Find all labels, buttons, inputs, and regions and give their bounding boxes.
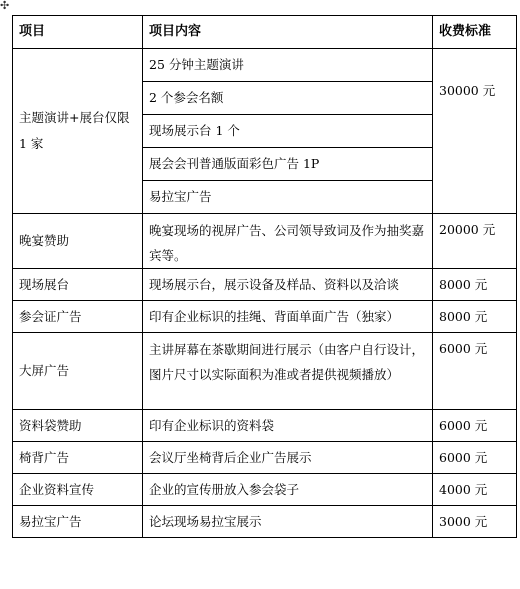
pricing-table — [12, 15, 517, 538]
row-item: 现场展台 — [13, 269, 143, 301]
keynote-content-5: 易拉宝广告 — [143, 181, 433, 214]
keynote-content-3: 现场展示台 1 个 — [143, 115, 433, 148]
keynote-fee-cell: 30000 元 — [433, 49, 517, 214]
row-fee: 8000 元 — [433, 269, 517, 301]
table-row — [13, 333, 517, 410]
row-fee: 8000 元 — [433, 301, 517, 333]
table-row — [13, 214, 517, 269]
table-row — [13, 442, 517, 474]
row-fee: 4000 元 — [433, 474, 517, 506]
table-move-handle-icon[interactable]: ✣ — [0, 0, 10, 12]
table-row — [13, 301, 517, 333]
table-row — [13, 410, 517, 442]
row-fee: 6000 元 — [433, 442, 517, 474]
row-item: 企业资料宣传 — [13, 474, 143, 506]
table-row — [13, 269, 517, 301]
header-fee: 收费标准 — [433, 16, 517, 49]
row-content: 论坛现场易拉宝展示 — [143, 506, 433, 538]
table-header-row — [13, 16, 517, 49]
row-item: 椅背广告 — [13, 442, 143, 474]
header-content: 项目内容 — [143, 16, 433, 49]
row-content: 会议厅坐椅背后企业广告展示 — [143, 442, 433, 474]
row-content: 企业的宣传册放入参会袋子 — [143, 474, 433, 506]
header-item: 项目 — [13, 16, 143, 49]
row-content: 印有企业标识的资料袋 — [143, 410, 433, 442]
row-item: 参会证广告 — [13, 301, 143, 333]
row-item: 大屏广告 — [13, 333, 143, 410]
row-item: 易拉宝广告 — [13, 506, 143, 538]
table-row — [13, 474, 517, 506]
row-content: 印有企业标识的挂绳、背面单面广告（独家） — [143, 301, 433, 333]
keynote-content-2: 2 个参会名额 — [143, 82, 433, 115]
row-item: 晚宴赞助 — [13, 214, 143, 269]
row-content: 现场展示台，展示设备及样品、资料以及洽谈 — [143, 269, 433, 301]
keynote-item-cell: 主题演讲+展台仅限 1 家 — [13, 49, 143, 214]
keynote-content-1: 25 分钟主题演讲 — [143, 49, 433, 82]
row-fee: 6000 元 — [433, 333, 517, 410]
keynote-content-4: 展会会刊普通版面彩色广告 1P — [143, 148, 433, 181]
row-fee: 3000 元 — [433, 506, 517, 538]
row-item: 资料袋赞助 — [13, 410, 143, 442]
row-content: 主讲屏幕在茶歇期间进行展示（由客户自行设计，图片尺寸以实际面积为准或者提供视频播放） — [143, 333, 433, 410]
table-row — [13, 49, 517, 82]
row-fee: 6000 元 — [433, 410, 517, 442]
row-fee: 20000 元 — [433, 214, 517, 269]
table-row — [13, 506, 517, 538]
row-content: 晚宴现场的视屏广告、公司领导致词及作为抽奖嘉宾等。 — [143, 214, 433, 269]
